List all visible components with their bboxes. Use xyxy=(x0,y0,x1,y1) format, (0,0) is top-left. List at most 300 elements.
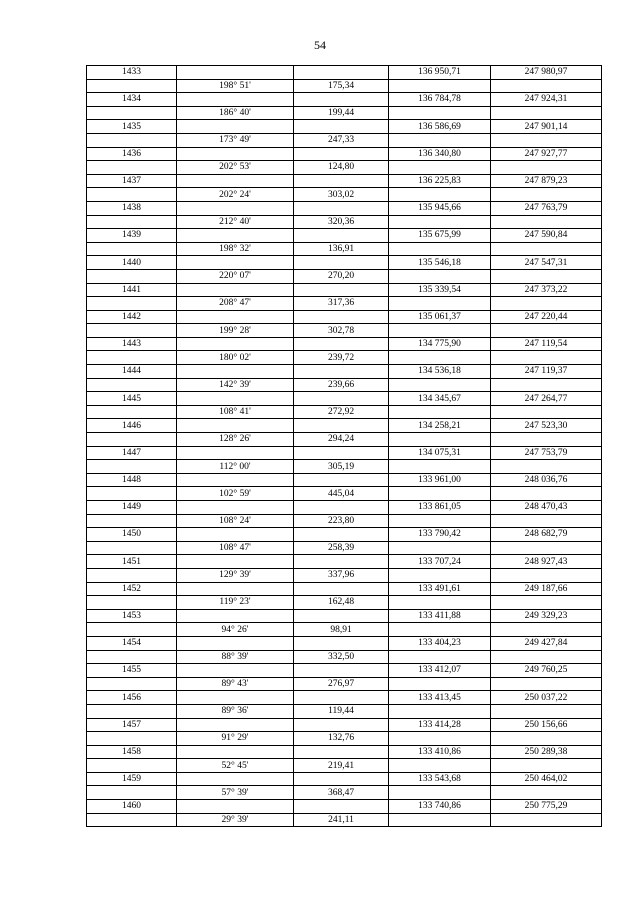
angle-cell-empty xyxy=(177,419,294,433)
point-number-cell: 1447 xyxy=(87,446,177,460)
y-coordinate-cell-empty xyxy=(491,106,602,120)
point-number-cell-empty xyxy=(87,514,177,528)
y-coordinate-cell-empty xyxy=(491,786,602,800)
y-coordinate-cell-empty xyxy=(491,460,602,474)
distance-cell: 199,44 xyxy=(294,106,389,120)
direction-angle-cell: 89° 36' xyxy=(177,704,294,718)
point-row xyxy=(87,609,602,623)
angle-cell-empty xyxy=(177,256,294,270)
distance-cell: 337,96 xyxy=(294,568,389,582)
distance-cell: 272,92 xyxy=(294,405,389,419)
distance-cell-empty xyxy=(294,636,389,650)
distance-cell: 175,34 xyxy=(294,79,389,93)
direction-angle-cell: 128° 26' xyxy=(177,433,294,447)
distance-cell: 258,39 xyxy=(294,541,389,555)
x-coordinate-cell-empty xyxy=(389,242,491,256)
distance-cell-empty xyxy=(294,446,389,460)
x-coordinate-cell-empty xyxy=(389,161,491,175)
x-coordinate-cell: 133 414,28 xyxy=(389,718,491,732)
point-row xyxy=(87,93,602,107)
segment-row xyxy=(87,405,602,419)
y-coordinate-cell-empty xyxy=(491,324,602,338)
point-number-cell: 1440 xyxy=(87,256,177,270)
point-number-cell-empty xyxy=(87,568,177,582)
x-coordinate-cell: 133 790,42 xyxy=(389,528,491,542)
x-coordinate-cell-empty xyxy=(389,269,491,283)
direction-angle-cell: 129° 39' xyxy=(177,568,294,582)
distance-cell-empty xyxy=(294,229,389,243)
segment-row xyxy=(87,677,602,691)
point-row xyxy=(87,310,602,324)
distance-cell: 119,44 xyxy=(294,704,389,718)
angle-cell-empty xyxy=(177,745,294,759)
angle-cell-empty xyxy=(177,229,294,243)
point-number-cell: 1459 xyxy=(87,772,177,786)
x-coordinate-cell-empty xyxy=(389,487,491,501)
angle-cell-empty xyxy=(177,636,294,650)
x-coordinate-cell-empty xyxy=(389,650,491,664)
y-coordinate-cell: 249 329,23 xyxy=(491,609,602,623)
point-row xyxy=(87,66,602,80)
x-coordinate-cell: 133 961,00 xyxy=(389,473,491,487)
angle-cell-empty xyxy=(177,473,294,487)
x-coordinate-cell-empty xyxy=(389,677,491,691)
distance-cell: 320,36 xyxy=(294,215,389,229)
distance-cell-empty xyxy=(294,528,389,542)
point-number-cell: 1453 xyxy=(87,609,177,623)
x-coordinate-cell: 133 404,23 xyxy=(389,636,491,650)
point-number-cell-empty xyxy=(87,106,177,120)
point-number-cell-empty xyxy=(87,405,177,419)
segment-row xyxy=(87,460,602,474)
angle-cell-empty xyxy=(177,392,294,406)
direction-angle-cell: 102° 59' xyxy=(177,487,294,501)
direction-angle-cell: 202° 53' xyxy=(177,161,294,175)
point-number-cell-empty xyxy=(87,541,177,555)
segment-row xyxy=(87,161,602,175)
coordinates-table xyxy=(86,65,602,827)
point-number-cell-empty xyxy=(87,188,177,202)
y-coordinate-cell: 247 590,84 xyxy=(491,229,602,243)
direction-angle-cell: 186° 40' xyxy=(177,106,294,120)
angle-cell-empty xyxy=(177,93,294,107)
angle-cell-empty xyxy=(177,664,294,678)
point-number-cell-empty xyxy=(87,460,177,474)
point-number-cell-empty xyxy=(87,378,177,392)
segment-row xyxy=(87,514,602,528)
point-row xyxy=(87,365,602,379)
point-number-cell: 1435 xyxy=(87,120,177,134)
distance-cell: 270,20 xyxy=(294,269,389,283)
point-number-cell: 1456 xyxy=(87,691,177,705)
y-coordinate-cell-empty xyxy=(491,596,602,610)
x-coordinate-cell-empty xyxy=(389,324,491,338)
point-number-cell: 1442 xyxy=(87,310,177,324)
point-number-cell: 1441 xyxy=(87,283,177,297)
x-coordinate-cell-empty xyxy=(389,79,491,93)
distance-cell-empty xyxy=(294,365,389,379)
point-row xyxy=(87,473,602,487)
y-coordinate-cell: 248 470,43 xyxy=(491,501,602,515)
point-row xyxy=(87,582,602,596)
x-coordinate-cell: 134 536,18 xyxy=(389,365,491,379)
distance-cell-empty xyxy=(294,310,389,324)
x-coordinate-cell: 133 707,24 xyxy=(389,555,491,569)
point-number-cell-empty xyxy=(87,215,177,229)
direction-angle-cell: 180° 02' xyxy=(177,351,294,365)
x-coordinate-cell-empty xyxy=(389,351,491,365)
angle-cell-empty xyxy=(177,772,294,786)
point-number-cell: 1460 xyxy=(87,800,177,814)
distance-cell: 132,76 xyxy=(294,732,389,746)
distance-cell: 294,24 xyxy=(294,433,389,447)
y-coordinate-cell-empty xyxy=(491,514,602,528)
point-row xyxy=(87,664,602,678)
x-coordinate-cell-empty xyxy=(389,460,491,474)
x-coordinate-cell-empty xyxy=(389,623,491,637)
angle-cell-empty xyxy=(177,66,294,80)
angle-cell-empty xyxy=(177,800,294,814)
segment-row xyxy=(87,596,602,610)
x-coordinate-cell-empty xyxy=(389,704,491,718)
x-coordinate-cell: 134 345,67 xyxy=(389,392,491,406)
point-number-cell: 1455 xyxy=(87,664,177,678)
point-number-cell: 1443 xyxy=(87,337,177,351)
direction-angle-cell: 57° 39' xyxy=(177,786,294,800)
point-row xyxy=(87,718,602,732)
distance-cell: 239,66 xyxy=(294,378,389,392)
angle-cell-empty xyxy=(177,555,294,569)
point-number-cell-empty xyxy=(87,623,177,637)
segment-row xyxy=(87,269,602,283)
x-coordinate-cell: 133 411,88 xyxy=(389,609,491,623)
distance-cell-empty xyxy=(294,93,389,107)
point-row xyxy=(87,555,602,569)
y-coordinate-cell-empty xyxy=(491,732,602,746)
direction-angle-cell: 94° 26' xyxy=(177,623,294,637)
segment-row xyxy=(87,568,602,582)
segment-row xyxy=(87,188,602,202)
distance-cell: 241,11 xyxy=(294,813,389,827)
y-coordinate-cell: 247 523,30 xyxy=(491,419,602,433)
point-number-cell: 1448 xyxy=(87,473,177,487)
direction-angle-cell: 52° 45' xyxy=(177,759,294,773)
point-number-cell-empty xyxy=(87,704,177,718)
x-coordinate-cell-empty xyxy=(389,732,491,746)
x-coordinate-cell-empty xyxy=(389,106,491,120)
segment-row xyxy=(87,732,602,746)
y-coordinate-cell-empty xyxy=(491,541,602,555)
direction-angle-cell: 91° 29' xyxy=(177,732,294,746)
y-coordinate-cell-empty xyxy=(491,269,602,283)
distance-cell: 445,04 xyxy=(294,487,389,501)
x-coordinate-cell-empty xyxy=(389,759,491,773)
coordinates-table-body xyxy=(87,66,602,827)
distance-cell-empty xyxy=(294,718,389,732)
y-coordinate-cell-empty xyxy=(491,133,602,147)
x-coordinate-cell: 136 225,83 xyxy=(389,174,491,188)
point-number-cell: 1436 xyxy=(87,147,177,161)
point-number-cell-empty xyxy=(87,650,177,664)
y-coordinate-cell: 247 547,31 xyxy=(491,256,602,270)
x-coordinate-cell: 133 861,05 xyxy=(389,501,491,515)
y-coordinate-cell-empty xyxy=(491,297,602,311)
segment-row xyxy=(87,704,602,718)
direction-angle-cell: 212° 40' xyxy=(177,215,294,229)
distance-cell: 332,50 xyxy=(294,650,389,664)
point-number-cell-empty xyxy=(87,732,177,746)
x-coordinate-cell: 136 340,80 xyxy=(389,147,491,161)
direction-angle-cell: 108° 47' xyxy=(177,541,294,555)
y-coordinate-cell: 248 036,76 xyxy=(491,473,602,487)
direction-angle-cell: 89° 43' xyxy=(177,677,294,691)
y-coordinate-cell: 249 760,25 xyxy=(491,664,602,678)
point-number-cell-empty xyxy=(87,242,177,256)
point-number-cell-empty xyxy=(87,433,177,447)
point-row xyxy=(87,147,602,161)
segment-row xyxy=(87,487,602,501)
point-number-cell: 1446 xyxy=(87,419,177,433)
segment-row xyxy=(87,242,602,256)
point-row xyxy=(87,745,602,759)
point-row xyxy=(87,691,602,705)
x-coordinate-cell-empty xyxy=(389,405,491,419)
y-coordinate-cell: 247 763,79 xyxy=(491,201,602,215)
y-coordinate-cell: 250 775,29 xyxy=(491,800,602,814)
x-coordinate-cell-empty xyxy=(389,786,491,800)
y-coordinate-cell: 247 927,77 xyxy=(491,147,602,161)
y-coordinate-cell-empty xyxy=(491,161,602,175)
x-coordinate-cell: 134 075,31 xyxy=(389,446,491,460)
distance-cell: 239,72 xyxy=(294,351,389,365)
point-number-cell: 1458 xyxy=(87,745,177,759)
distance-cell-empty xyxy=(294,337,389,351)
point-number-cell-empty xyxy=(87,133,177,147)
direction-angle-cell: 88° 39' xyxy=(177,650,294,664)
point-row xyxy=(87,501,602,515)
distance-cell-empty xyxy=(294,256,389,270)
point-row xyxy=(87,201,602,215)
segment-row xyxy=(87,106,602,120)
segment-row xyxy=(87,133,602,147)
y-coordinate-cell-empty xyxy=(491,378,602,392)
segment-row xyxy=(87,215,602,229)
angle-cell-empty xyxy=(177,528,294,542)
y-coordinate-cell: 250 037,22 xyxy=(491,691,602,705)
angle-cell-empty xyxy=(177,310,294,324)
x-coordinate-cell: 135 061,37 xyxy=(389,310,491,324)
distance-cell-empty xyxy=(294,201,389,215)
point-row xyxy=(87,800,602,814)
x-coordinate-cell: 135 945,66 xyxy=(389,201,491,215)
x-coordinate-cell-empty xyxy=(389,297,491,311)
distance-cell: 162,48 xyxy=(294,596,389,610)
point-number-cell-empty xyxy=(87,677,177,691)
segment-row xyxy=(87,623,602,637)
point-row xyxy=(87,283,602,297)
y-coordinate-cell: 249 187,66 xyxy=(491,582,602,596)
y-coordinate-cell: 250 289,38 xyxy=(491,745,602,759)
angle-cell-empty xyxy=(177,365,294,379)
x-coordinate-cell-empty xyxy=(389,541,491,555)
point-row xyxy=(87,392,602,406)
y-coordinate-cell-empty xyxy=(491,433,602,447)
distance-cell: 124,80 xyxy=(294,161,389,175)
segment-row xyxy=(87,324,602,338)
angle-cell-empty xyxy=(177,120,294,134)
point-number-cell-empty xyxy=(87,161,177,175)
direction-angle-cell: 173° 49' xyxy=(177,133,294,147)
x-coordinate-cell: 136 586,69 xyxy=(389,120,491,134)
y-coordinate-cell-empty xyxy=(491,487,602,501)
y-coordinate-cell: 250 156,66 xyxy=(491,718,602,732)
point-number-cell: 1433 xyxy=(87,66,177,80)
point-number-cell: 1438 xyxy=(87,201,177,215)
point-number-cell-empty xyxy=(87,759,177,773)
direction-angle-cell: 199° 28' xyxy=(177,324,294,338)
distance-cell: 223,80 xyxy=(294,514,389,528)
y-coordinate-cell: 247 753,79 xyxy=(491,446,602,460)
point-number-cell: 1434 xyxy=(87,93,177,107)
angle-cell-empty xyxy=(177,201,294,215)
y-coordinate-cell-empty xyxy=(491,405,602,419)
distance-cell: 276,97 xyxy=(294,677,389,691)
point-number-cell-empty xyxy=(87,324,177,338)
x-coordinate-cell-empty xyxy=(389,568,491,582)
segment-row xyxy=(87,297,602,311)
point-number-cell-empty xyxy=(87,351,177,365)
x-coordinate-cell-empty xyxy=(389,188,491,202)
y-coordinate-cell-empty xyxy=(491,188,602,202)
point-number-cell: 1454 xyxy=(87,636,177,650)
segment-row xyxy=(87,79,602,93)
point-row xyxy=(87,256,602,270)
point-row xyxy=(87,419,602,433)
distance-cell-empty xyxy=(294,772,389,786)
point-number-cell: 1450 xyxy=(87,528,177,542)
angle-cell-empty xyxy=(177,337,294,351)
distance-cell-empty xyxy=(294,745,389,759)
direction-angle-cell: 202° 24' xyxy=(177,188,294,202)
x-coordinate-cell-empty xyxy=(389,596,491,610)
distance-cell-empty xyxy=(294,147,389,161)
segment-row xyxy=(87,541,602,555)
y-coordinate-cell-empty xyxy=(491,79,602,93)
distance-cell: 317,36 xyxy=(294,297,389,311)
y-coordinate-cell: 247 220,44 xyxy=(491,310,602,324)
x-coordinate-cell-empty xyxy=(389,378,491,392)
x-coordinate-cell-empty xyxy=(389,133,491,147)
y-coordinate-cell-empty xyxy=(491,351,602,365)
distance-cell: 136,91 xyxy=(294,242,389,256)
x-coordinate-cell: 135 546,18 xyxy=(389,256,491,270)
x-coordinate-cell-empty xyxy=(389,813,491,827)
angle-cell-empty xyxy=(177,501,294,515)
distance-cell-empty xyxy=(294,609,389,623)
angle-cell-empty xyxy=(177,174,294,188)
point-number-cell: 1444 xyxy=(87,365,177,379)
x-coordinate-cell: 134 258,21 xyxy=(389,419,491,433)
x-coordinate-cell: 134 775,90 xyxy=(389,337,491,351)
distance-cell-empty xyxy=(294,283,389,297)
point-number-cell-empty xyxy=(87,269,177,283)
angle-cell-empty xyxy=(177,147,294,161)
distance-cell: 302,78 xyxy=(294,324,389,338)
distance-cell: 305,19 xyxy=(294,460,389,474)
point-number-cell: 1445 xyxy=(87,392,177,406)
point-number-cell-empty xyxy=(87,596,177,610)
x-coordinate-cell: 135 339,54 xyxy=(389,283,491,297)
x-coordinate-cell-empty xyxy=(389,514,491,528)
y-coordinate-cell-empty xyxy=(491,623,602,637)
point-number-cell: 1437 xyxy=(87,174,177,188)
point-row xyxy=(87,528,602,542)
segment-row xyxy=(87,351,602,365)
y-coordinate-cell: 247 119,37 xyxy=(491,365,602,379)
distance-cell-empty xyxy=(294,691,389,705)
point-row xyxy=(87,636,602,650)
point-number-cell: 1439 xyxy=(87,229,177,243)
point-number-cell: 1449 xyxy=(87,501,177,515)
distance-cell-empty xyxy=(294,800,389,814)
direction-angle-cell: 119° 23' xyxy=(177,596,294,610)
x-coordinate-cell: 133 413,45 xyxy=(389,691,491,705)
distance-cell-empty xyxy=(294,120,389,134)
distance-cell-empty xyxy=(294,392,389,406)
point-number-cell-empty xyxy=(87,813,177,827)
y-coordinate-cell: 247 980,97 xyxy=(491,66,602,80)
y-coordinate-cell: 248 927,43 xyxy=(491,555,602,569)
y-coordinate-cell-empty xyxy=(491,568,602,582)
y-coordinate-cell: 247 879,23 xyxy=(491,174,602,188)
x-coordinate-cell: 133 740,86 xyxy=(389,800,491,814)
distance-cell-empty xyxy=(294,664,389,678)
angle-cell-empty xyxy=(177,582,294,596)
y-coordinate-cell-empty xyxy=(491,677,602,691)
y-coordinate-cell: 247 119,54 xyxy=(491,337,602,351)
segment-row xyxy=(87,759,602,773)
y-coordinate-cell: 249 427,84 xyxy=(491,636,602,650)
y-coordinate-cell-empty xyxy=(491,704,602,718)
distance-cell-empty xyxy=(294,419,389,433)
distance-cell: 368,47 xyxy=(294,786,389,800)
y-coordinate-cell-empty xyxy=(491,650,602,664)
angle-cell-empty xyxy=(177,446,294,460)
distance-cell-empty xyxy=(294,555,389,569)
point-number-cell-empty xyxy=(87,786,177,800)
direction-angle-cell: 220° 07' xyxy=(177,269,294,283)
direction-angle-cell: 198° 32' xyxy=(177,242,294,256)
distance-cell-empty xyxy=(294,473,389,487)
y-coordinate-cell: 248 682,79 xyxy=(491,528,602,542)
segment-row xyxy=(87,813,602,827)
segment-row xyxy=(87,433,602,447)
angle-cell-empty xyxy=(177,691,294,705)
direction-angle-cell: 198° 51' xyxy=(177,79,294,93)
direction-angle-cell: 208° 47' xyxy=(177,297,294,311)
x-coordinate-cell: 133 412,07 xyxy=(389,664,491,678)
point-number-cell-empty xyxy=(87,297,177,311)
x-coordinate-cell: 136 784,78 xyxy=(389,93,491,107)
y-coordinate-cell: 247 373,22 xyxy=(491,283,602,297)
distance-cell-empty xyxy=(294,582,389,596)
direction-angle-cell: 29° 39' xyxy=(177,813,294,827)
point-row xyxy=(87,772,602,786)
point-row xyxy=(87,229,602,243)
point-number-cell-empty xyxy=(87,487,177,501)
point-number-cell: 1451 xyxy=(87,555,177,569)
segment-row xyxy=(87,378,602,392)
